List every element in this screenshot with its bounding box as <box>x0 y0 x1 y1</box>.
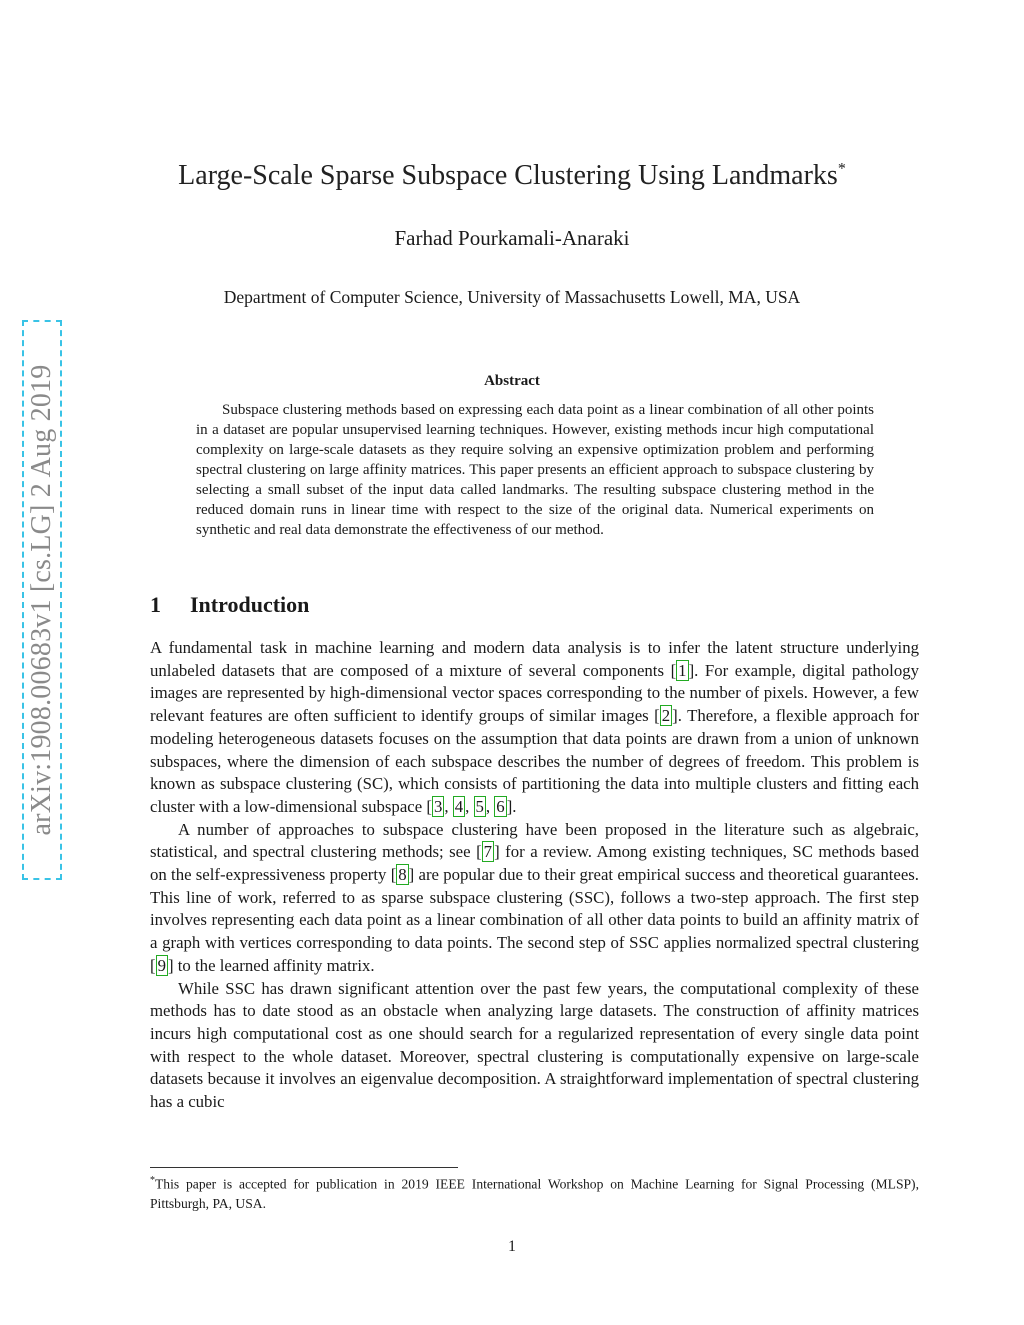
citation-link[interactable]: 9 <box>157 955 166 975</box>
text-run: are popular due to their great empirical success and theoretical guarantees. This line of work, referred to as sparse subspace clustering (SSC), follows a two-step approach. The first step involves representing each data point as a linear combination of all other data points to build an affinity matrix of a graph with vertices corresponding to data points. The second step of SSC applies normalized spectral clustering <box>150 865 919 953</box>
text-run: . For example, digital pathology images are represented by high-dimensional vector spaces corresponding to the number of pixels. However, a few relevant features are often sufficient to identify groups of similar images <box>150 660 919 726</box>
citation-link[interactable]: 3 <box>433 796 443 816</box>
text-run: A number of approaches to subspace clustering have been proposed in the literature such as algebraic, statistical, and spectral clustering methods; see <box>150 819 919 862</box>
citation-link[interactable]: 8 <box>398 865 407 885</box>
author-affiliation: Department of Computer Science, University of Massachusetts Lowell, MA, USA <box>223 287 801 307</box>
paragraph: A fundamental task in machine learning and modern data analysis is to infer the latent structure underlying unlabeled datasets that are composed of a mixture of several components [ 1 ]. For example, digital pathology images are represented by high-dimensional vector spaces corresponding to the number of pixels. However, a few relevant features are often sufficient to identify groups of similar images [ 2 ]. Therefore, a flexible approach for modeling heterogeneous datasets focuses on the assumption that data points are drawn from a union of unknown subspaces, where the dimension of each subspace describes the number of degrees of freedom. This problem is known as subspace clustering (SC), which consists of partitioning the data into multiple clusters and fitting each cluster with a low-dimensional subspace [ 3 , 4 , 5 , 6 ]. <box>150 638 919 816</box>
paragraph: A number of approaches to subspace clustering have been proposed in the literature such as algebraic, statistical, and spectral clustering methods; see [ 7 ] for a review. Among existing techniques, SC methods based on the self-expressiveness property [ 8 ] are popular due to their great empirical success and theoretical guarantees. This line of work, referred to as sparse subspace clustering (SSC), follows a two-step approach. The first step involves representing each data point as a linear combination of all other data points to build an affinity matrix of a graph with vertices corresponding to data points. The second step of SSC applies normalized spectral clustering [ 9 ] to the learned affinity matrix. <box>150 819 919 975</box>
text-run: . Therefore, a flexible approach for modeling heterogeneous datasets focuses on the assumption that data points are drawn from a union of unknown subspaces, where the dimension of each subspace describes the number of degrees of freedom. This problem is known as subspace clustering (SC), which consists of partitioning the data into multiple clusters and fitting each cluster with a low-dimensional subspace <box>150 706 919 816</box>
text-run: . <box>512 796 517 816</box>
abstract-body <box>196 400 874 540</box>
abstract-paragraph: Subspace clustering methods based on expressing each data point as a linear combination of all other points in a dataset are popular unsupervised learning techniques. However, existing methods incur high computational complexity on large-scale datasets as they require solving an expensive optimization problem and performing spectral clustering on large affinity matrices. This paper presents an efficient approach to subspace clustering by selecting a small subset of the input data called landmarks. The resulting subspace clustering method in the reduced domain runs in linear time with respect to the size of the original data. Numerical experiments on synthetic and real data demonstrate the effectiveness of our method. <box>196 402 874 538</box>
footnote-rule <box>150 1167 458 1168</box>
citation-link[interactable]: 1 <box>678 660 687 680</box>
citation-link[interactable]: 4 <box>454 796 464 816</box>
introduction-body <box>150 637 919 1114</box>
citation-link[interactable]: 5 <box>475 796 484 816</box>
citation-link[interactable]: 6 <box>496 796 505 816</box>
page-number: 1 <box>508 1238 516 1255</box>
text-run: A fundamental task in machine learning and modern data analysis is to infer the latent structure underlying unlabeled datasets that are composed of a mixture of several components <box>150 638 919 680</box>
citation-link[interactable]: 2 <box>661 706 671 726</box>
paragraph: While SSC has drawn significant attention over the past few years, the computational complexity of these methods has to date stood as an obstacle when analyzing large datasets. The construction of affinity matrices incurs high computational cost as one should search for a regularized representation of every single data point with respect to the whole dataset. Moreover, spectral clustering is computationally expensive on large-scale datasets because it involves an eigenvalue decomposition. A straightforward implementation of spectral clustering has a cubic <box>150 978 919 1112</box>
footnote-mark: * <box>150 1175 155 1186</box>
section-title: Introduction <box>190 592 310 617</box>
title-text: Large-Scale Sparse Subspace Clustering Using Landmarks <box>178 160 838 191</box>
section-number: 1 <box>150 592 161 617</box>
paper-title <box>0 160 1024 192</box>
footnote <box>150 1171 919 1213</box>
text-run: for a review. Among existing techniques, SC methods based on the self-expressiveness property <box>150 842 919 885</box>
abstract-heading: Abstract <box>484 373 540 389</box>
author-name: Farhad Pourkamali-Anaraki <box>394 226 630 250</box>
title-footnote-mark[interactable]: * <box>837 160 846 178</box>
footnote-text: This paper is accepted for publication in 2019 IEEE International Workshop on Machine Learning for Signal Processing (MLSP), Pittsburgh, PA, USA. <box>150 1176 919 1211</box>
citation-link[interactable]: 7 <box>483 842 493 862</box>
text-run: to the learned affinity matrix. <box>173 955 375 975</box>
arxiv-identifier[interactable]: arXiv:1908.00683v1 [cs.LG] 2 Aug 2019 <box>26 364 57 836</box>
section-heading <box>150 592 309 618</box>
